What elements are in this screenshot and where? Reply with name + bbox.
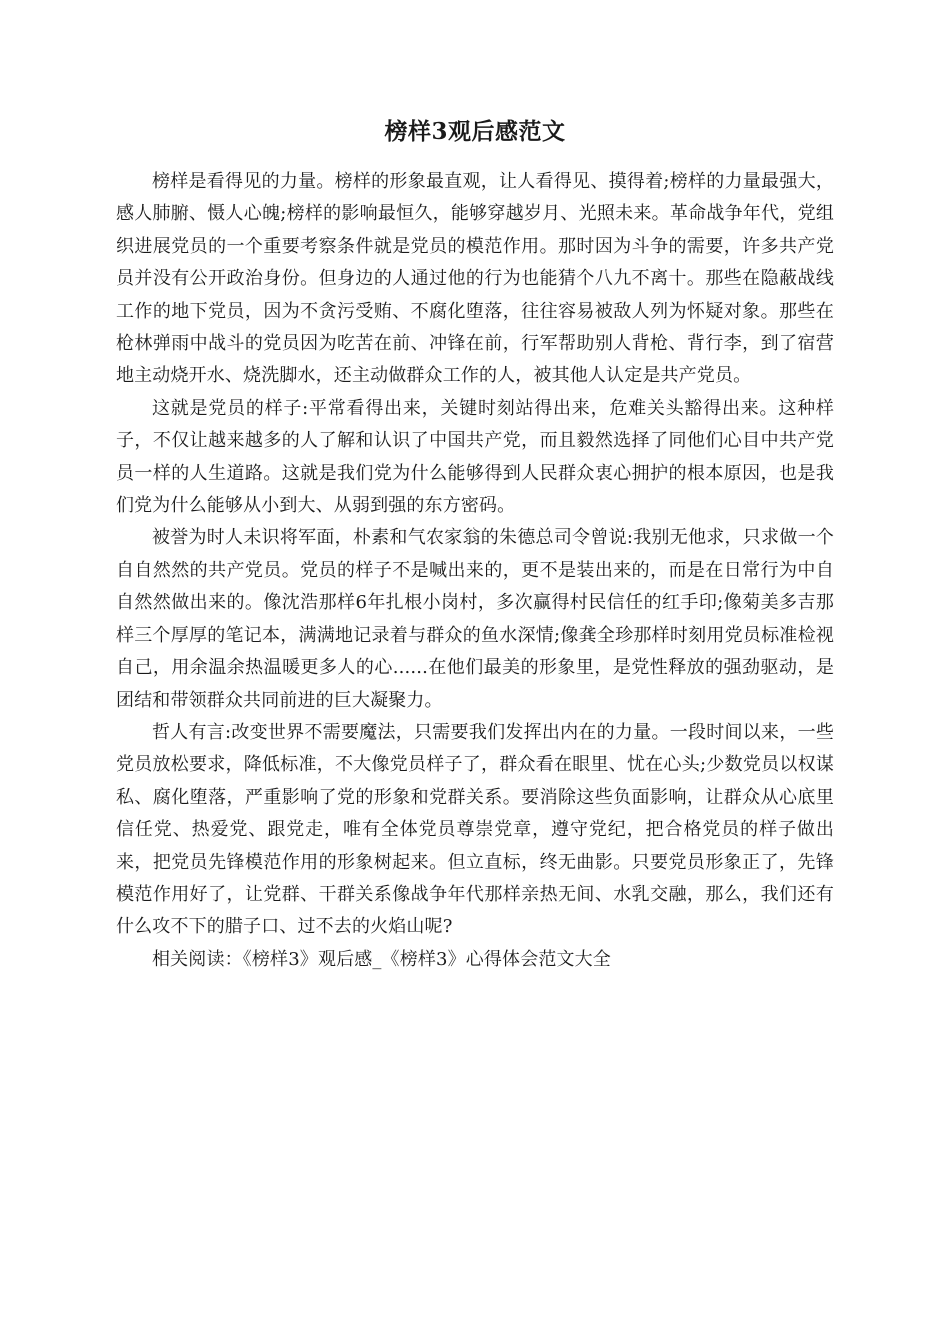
document-title: 榜样3观后感范文 xyxy=(384,118,566,145)
related-reading: 相关阅读：《榜样3》观后感_《榜样3》心得体会范文大全 xyxy=(152,948,611,970)
paragraph-3: 被誉为时人未识将军面，朴素和气农家翁的朱德总司令曾说:我别无他求，只求做一个自自然然的共产党员。党员的样子不是喊出来的，更不是装出来的，而是在日常行为中自自然然做出来的。像沈浩那样6年扎根小岗村，多次赢得村民信任的红手印;像菊美多吉那样三个厚厚的笔记本，满满地记录着与群众的鱼水深情;像龚全珍那样时刻用党员标准检视自己，用余温余热温暖更多人的心......在他们最美的形象里，是党性释放的强劲驱动，是团结和带领群众共同前进的巨大凝聚力。 xyxy=(116,527,834,711)
paragraph-4: 哲人有言:改变世界不需要魔法，只需要我们发挥出内在的力量。一段时间以来，一些党员放松要求，降低标准，不大像党员样子了，群众看在眼里、忧在心头;少数党员以权谋私、腐化堕落，严重影响了党的形象和党群关系。要消除这些负面影响，让群众从心底里信任党、热爱党、跟党走，唯有全体党员尊崇党章，遵守党纪，把合格党员的样子做出来，把党员先锋模范作用的形象树起来。但立直标，终无曲影。只要党员形象正了，先锋模范作用好了，让党群、干群关系像战争年代那样亲热无间、水乳交融，那么，我们还有什么攻不下的腊子口、过不去的火焰山呢? xyxy=(116,721,834,938)
document-body xyxy=(116,166,834,976)
paragraph-2: 这就是党员的样子:平常看得出来，关键时刻站得出来，危难关头豁得出来。这种样子，不仅让越来越多的人了解和认识了中国共产党，而且毅然选择了同他们心目中共产党员一样的人生道路。这就是我们党为什么能够得到人民群众衷心拥护的根本原因，也是我们党为什么能够从小到大、从弱到强的东方密码。 xyxy=(116,397,834,517)
paragraph-1: 榜样是看得见的力量。榜样的形象最直观，让人看得见、摸得着;榜样的力量最强大，感人肺腑、慑人心魄;榜样的影响最恒久，能够穿越岁月、光照未来。革命战争年代，党组织进展党员的一个重要考察条件就是党员的模范作用。那时因为斗争的需要，许多共产党员并没有公开政治身份。但身边的人通过他的行为也能猜个八九不离十。那些在隐蔽战线工作的地下党员，因为不贪污受贿、不腐化堕落，往往容易被敌人列为怀疑对象。那些在枪林弹雨中战斗的党员因为吃苦在前、冲锋在前，行军帮助别人背枪、背行李，到了宿营地主动烧开水、烧洗脚水，还主动做群众工作的人，被其他人认定是共产党员。 xyxy=(116,171,834,387)
document-page xyxy=(116,0,834,976)
